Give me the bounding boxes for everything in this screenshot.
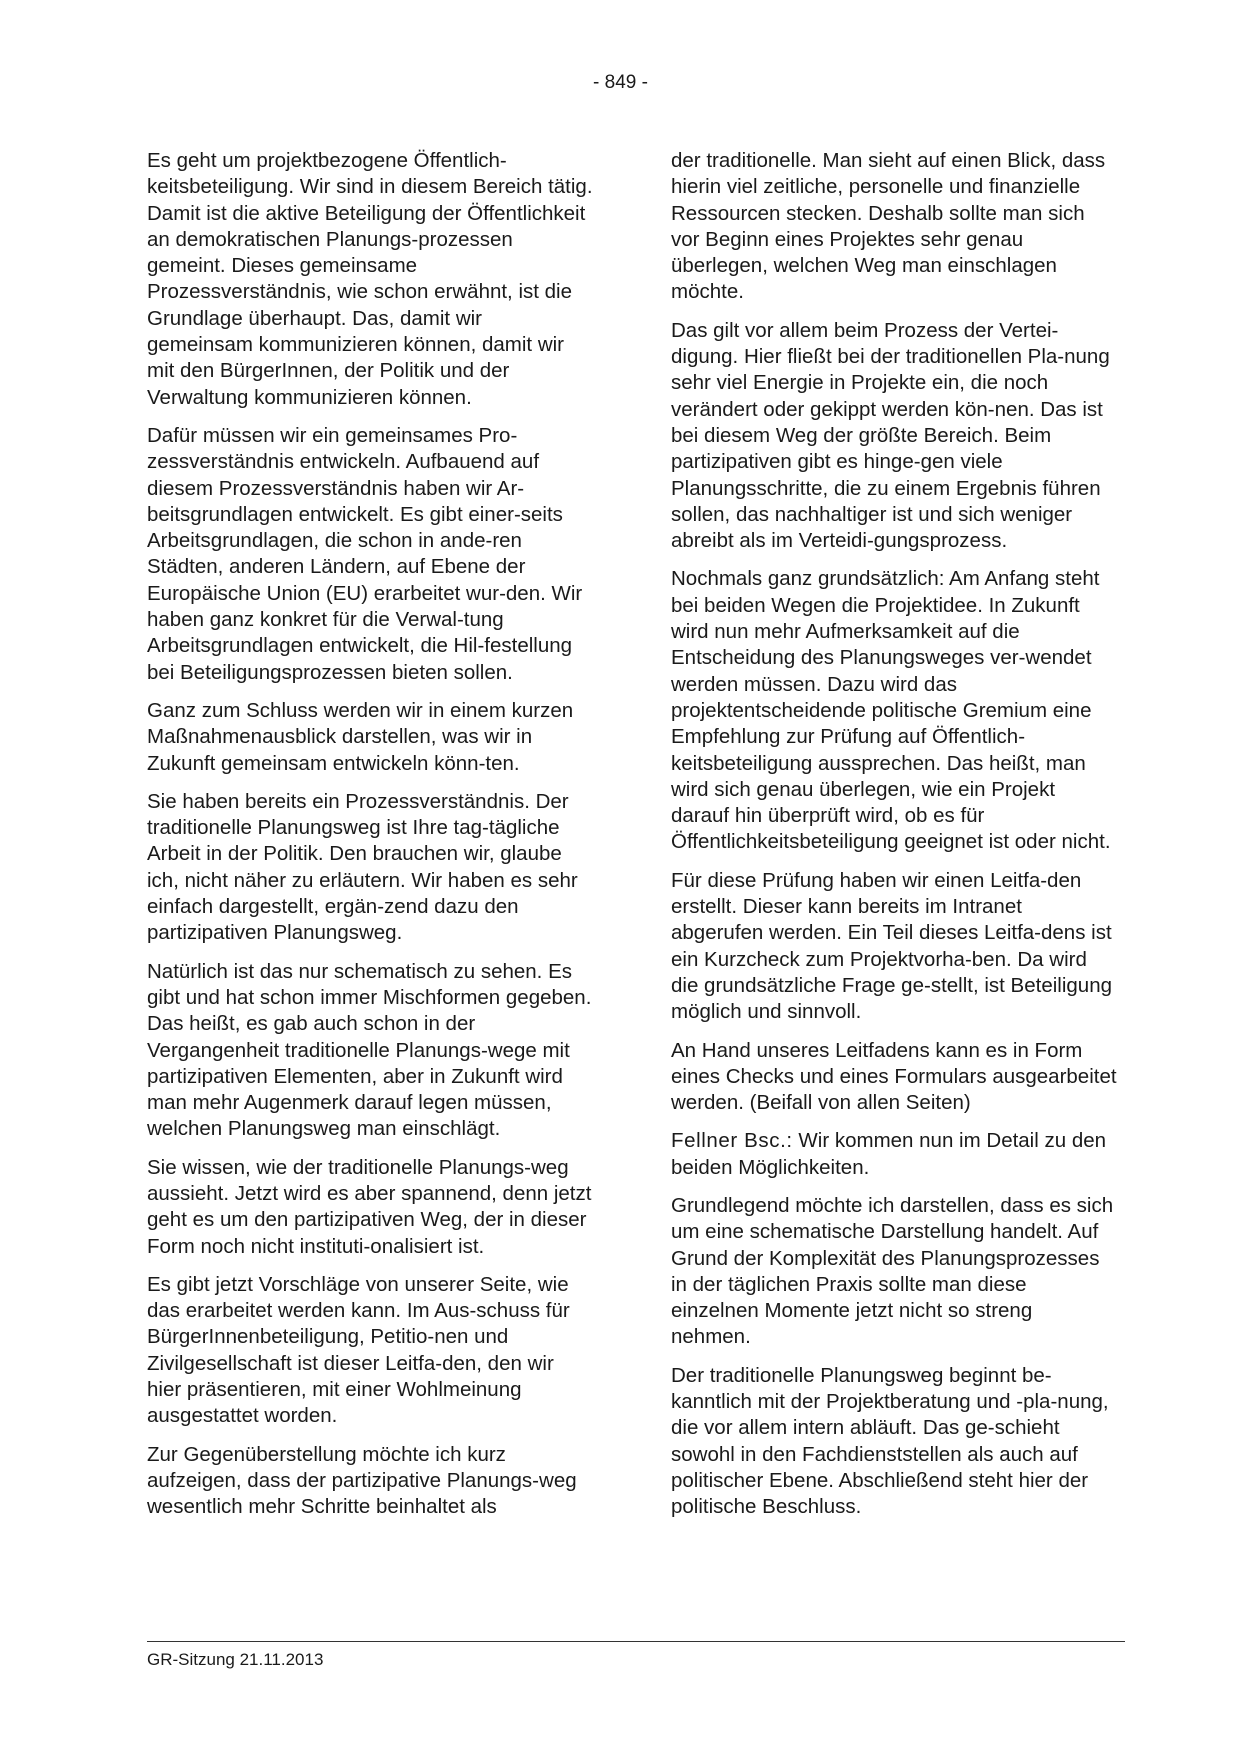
paragraph: Zur Gegenüberstellung möchte ich kurz aufzeigen, dass der partizipative Planungs-weg wesentlich mehr Schritte beinhaltet als: [147, 1442, 577, 1519]
paragraph: Grundlegend möchte ich darstellen, dass es sich um eine schematische Darstellung handelt. Auf Grund der Komplexität des Planungsprozesses in der täglichen Praxis sollte man diese einzelnen Momente jetzt nicht so streng nehmen.: [671, 1193, 1114, 1349]
page-number: - 849 -: [593, 72, 648, 93]
paragraph: Sie wissen, wie der traditionelle Planungs-weg aussieht. Jetzt wird es aber spannend, denn jetzt geht es um den partizipativen Weg, der in dieser Form noch nicht instituti-onalisiert ist.: [147, 1155, 592, 1258]
paragraph: Der traditionelle Planungsweg beginnt be-kanntlich mit der Projektberatung und -pla-nung, die vor allem intern abläuft. Das ge-schieht sowohl in den Fachdienststellen als auch auf politischer Ebene. Abschließend steht hier der politische Beschluss.: [671, 1363, 1109, 1519]
paragraph: Dafür müssen wir ein gemeinsames Pro-zessverständnis entwickeln. Aufbauend auf diesem Prozessverständnis haben wir Ar-beitsgrundlagen entwickelt. Es gibt einer-seits Arbeitsgrundlagen, die schon in ande-ren Städten, anderen Ländern, auf Ebene der Europäische Union (EU) erarbeitet wur-den. Wir haben ganz konkret für die Verwal-tung Arbeitsgrundlagen entwickelt, die Hil-festellung bei Beteiligungsprozessen bieten sollen.: [147, 423, 583, 684]
left-column: [147, 148, 593, 1533]
right-column: [671, 148, 1117, 1533]
paragraph: Es gibt jetzt Vorschläge von unserer Seite, wie das erarbeitet werden kann. Im Aus-schuss für BürgerInnenbeteiligung, Petitio-nen und Zivilgesellschaft ist dieser Leitfa-den, den wir hier präsentieren, mit einer Wohlmeinung ausgestattet worden.: [147, 1272, 570, 1428]
speaker-name: Fellner Bsc.:: [671, 1129, 793, 1153]
speaker-text: Wir kommen nun im Detail zu den beiden Möglichkeiten.: [671, 1129, 1107, 1179]
paragraph: Das gilt vor allem beim Prozess der Vertei-digung. Hier fließt bei der traditionellen Pla-nung sehr viel Energie in Projekte ein, die noch verändert oder gekippt werden kön-nen. Das ist bei diesem Weg der größte Bereich. Beim partizipativen gibt es hinge-gen viele Planungsschritte, die zu einem Ergebnis führen sollen, das nachhaltiger ist und sich weniger abreibt als im Verteidi-gungsprozess.: [671, 318, 1110, 553]
paragraph: Es geht um projektbezogene Öffentlich-keitsbeteiligung. Wir sind in diesem Bereich tätig. Damit ist die aktive Beteiligung der Öffentlichkeit an demokratischen Planungs-prozessen gemeint. Dieses gemeinsame Prozessverständnis, wie schon erwähnt, ist die Grundlage überhaupt. Das, damit wir gemeinsam kommunizieren können, damit wir mit den BürgerInnen, der Politik und der Verwaltung kommunizieren können.: [147, 149, 593, 409]
speaker-paragraph: [671, 1128, 1117, 1181]
paragraph: Sie haben bereits ein Prozessverständnis. Der traditionelle Planungsweg ist Ihre tag-tägliche Arbeit in der Politik. Den brauchen wir, glaube ich, nicht näher zu erläutern. Wir haben es sehr einfach dargestellt, ergän-zend dazu den partizipativen Planungsweg.: [147, 789, 578, 945]
paragraph: Natürlich ist das nur schematisch zu sehen. Es gibt und hat schon immer Mischformen gegeben. Das heißt, es gab auch schon in der Vergangenheit traditionelle Planungs-wege mit partizipativen Elementen, aber in Zukunft wird man mehr Augenmerk darauf legen müssen, welchen Planungsweg man einschlägt.: [147, 959, 592, 1141]
paragraph: Nochmals ganz grundsätzlich: Am Anfang steht bei beiden Wegen die Projektidee. In Zukunft wird nun mehr Aufmerksamkeit auf die Entscheidung des Planungsweges ver-wendet werden müssen. Dazu wird das projektentscheidende politische Gremium eine Empfehlung zur Prüfung auf Öffentlich-keitsbeteiligung aussprechen. Das heißt, man wird sich genau überlegen, wie ein Projekt darauf hin überprüft wird, ob es für Öffentlichkeitsbeteiligung geeignet ist oder nicht.: [671, 567, 1111, 854]
paragraph: An Hand unseres Leitfadens kann es in Form eines Checks und eines Formulars ausgearbeitet werden. (Beifall von allen Seiten): [671, 1038, 1117, 1115]
footer-session-date: GR-Sitzung 21.11.2013: [147, 1650, 324, 1669]
footer-divider: [147, 1641, 1125, 1642]
paragraph: der traditionelle. Man sieht auf einen Blick, dass hierin viel zeitliche, personelle und finanzielle Ressourcen stecken. Deshalb sollte man sich vor Beginn eines Projektes sehr genau überlegen, welchen Weg man einschlagen möchte.: [671, 149, 1106, 304]
paragraph: Ganz zum Schluss werden wir in einem kurzen Maßnahmenausblick darstellen, was wir in Zukunft gemeinsam entwickeln könn-ten.: [147, 698, 574, 775]
paragraph: Für diese Prüfung haben wir einen Leitfa-den erstellt. Dieser kann bereits im Intranet abgerufen werden. Ein Teil dieses Leitfa-dens ist ein Kurzcheck zum Projektvorha-ben. Da wird die grundsätzliche Frage ge-stellt, ist Beteiligung möglich und sinnvoll.: [671, 868, 1112, 1024]
